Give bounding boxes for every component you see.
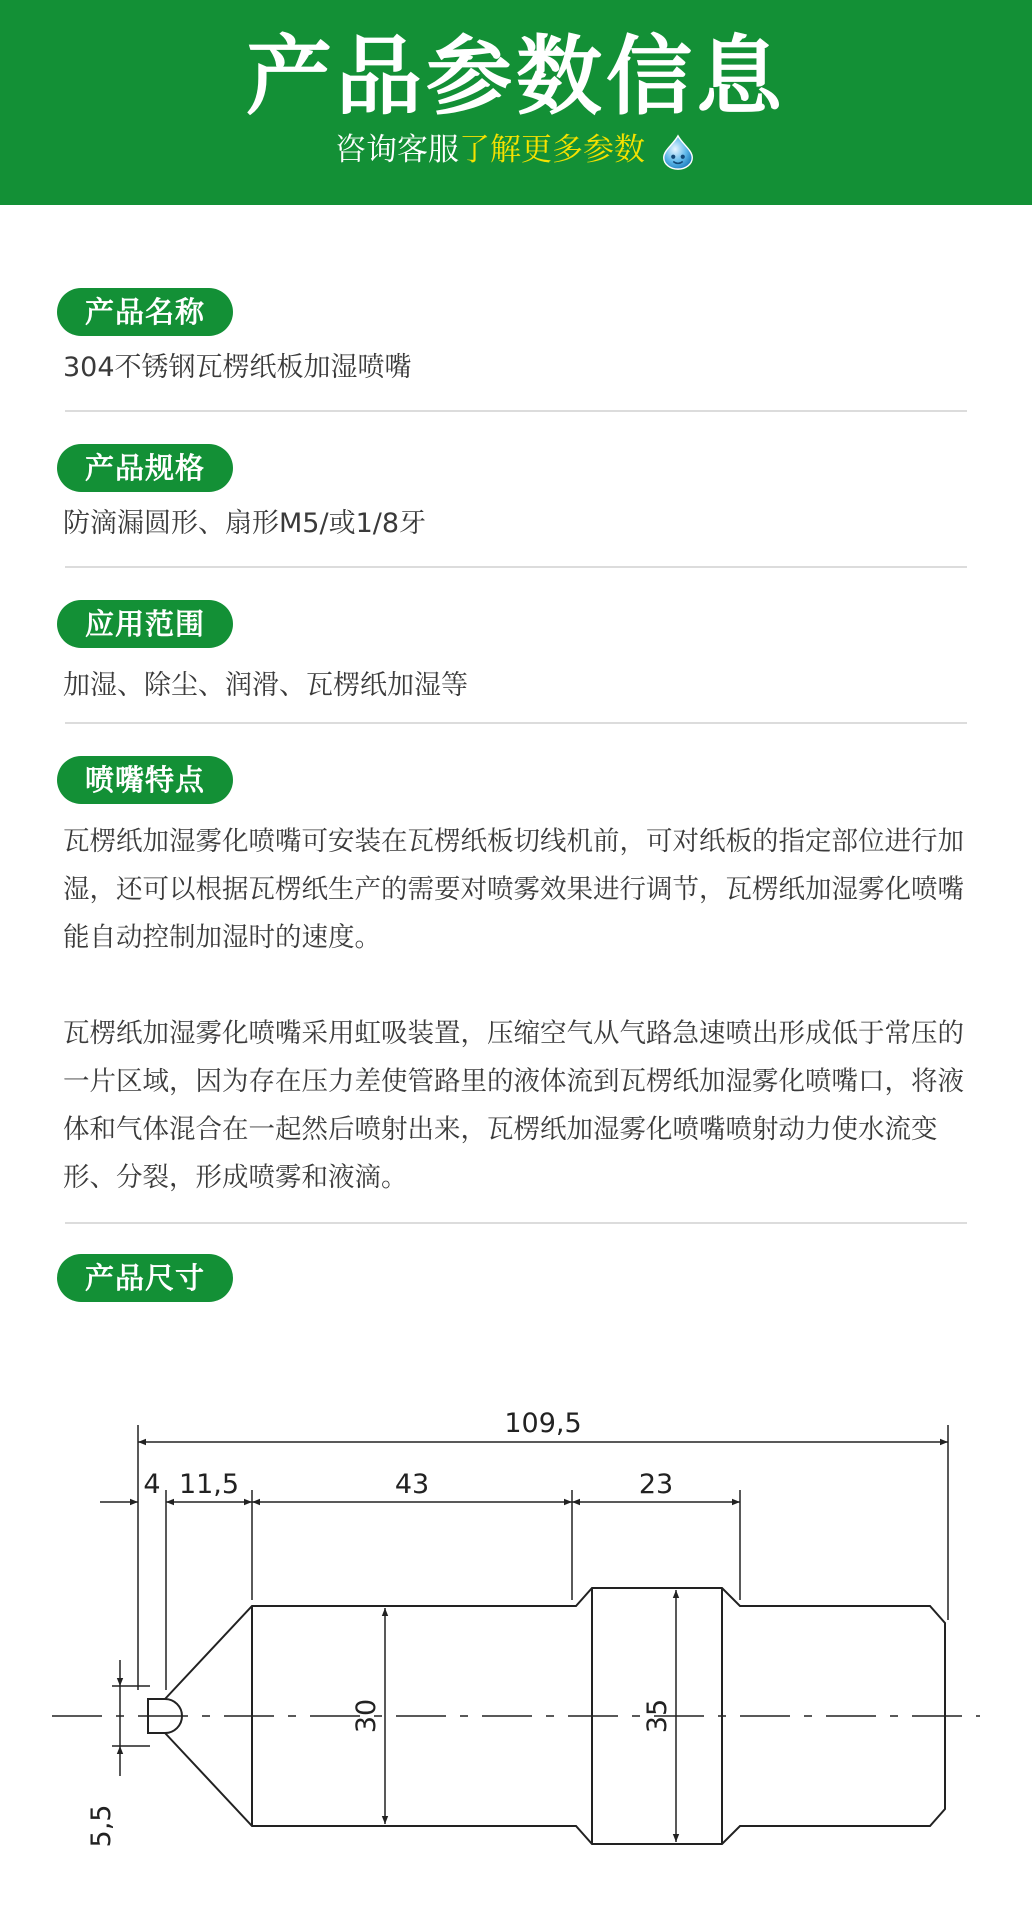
subtitle-prefix: 咨询客服 [335,132,459,168]
dim-body-length: 43 [394,1469,430,1500]
divider [65,410,967,412]
dimension-drawing [0,1330,1032,1920]
label-application-scope: 应用范围 [57,600,233,648]
dim-hex-length: 23 [638,1469,674,1500]
header-subtitle [0,130,1032,171]
dim-total-length: 109,5 [504,1408,582,1439]
header-banner [0,0,1032,205]
product-spec-value: 防滴漏圆形、扇形M5/或1/8牙 [63,508,427,539]
divider [65,722,967,724]
dim-cone-length: 11,5 [178,1469,240,1500]
page-title: 产品参数信息 [246,27,786,127]
features-paragraph-1: 瓦楞纸加湿雾化喷嘴可安装在瓦楞纸板切线机前，可对纸板的指定部位进行加湿，还可以根据瓦楞纸生产的需要对喷雾效果进行调节，瓦楞纸加湿雾化喷嘴能自动控制加湿时的速度。 [63,826,964,953]
product-name-value: 304不锈钢瓦楞纸板加湿喷嘴 [63,352,412,383]
label-product-name: 产品名称 [57,288,233,336]
features-paragraph-2: 瓦楞纸加湿雾化喷嘴采用虹吸装置，压缩空气从气路急速喷出形成低于常压的一片区域，因为存在压力差使管路里的液体流到瓦楞纸加湿雾化喷嘴口，将液体和气体混合在一起然后喷射出来，瓦楞纸加湿雾化喷嘴喷射动力使水流变形、分裂，形成喷雾和液滴。 [63,1018,964,1193]
application-scope-value: 加湿、除尘、润滑、瓦楞纸加湿等 [63,670,468,701]
dim-body-diameter: 30 [351,1698,382,1734]
divider [65,1222,967,1224]
label-product-spec: 产品规格 [57,444,233,492]
dim-tip-length: 4 [143,1469,161,1500]
label-nozzle-features: 喷嘴特点 [57,756,233,804]
dim-hex-diameter: 35 [642,1698,673,1734]
subtitle-highlight[interactable]: 了解更多参数 [459,132,645,168]
dim-tip-diameter: 5,5 [86,1804,117,1848]
divider [65,566,967,568]
water-drop-icon [659,133,697,171]
label-product-size: 产品尺寸 [57,1254,233,1302]
